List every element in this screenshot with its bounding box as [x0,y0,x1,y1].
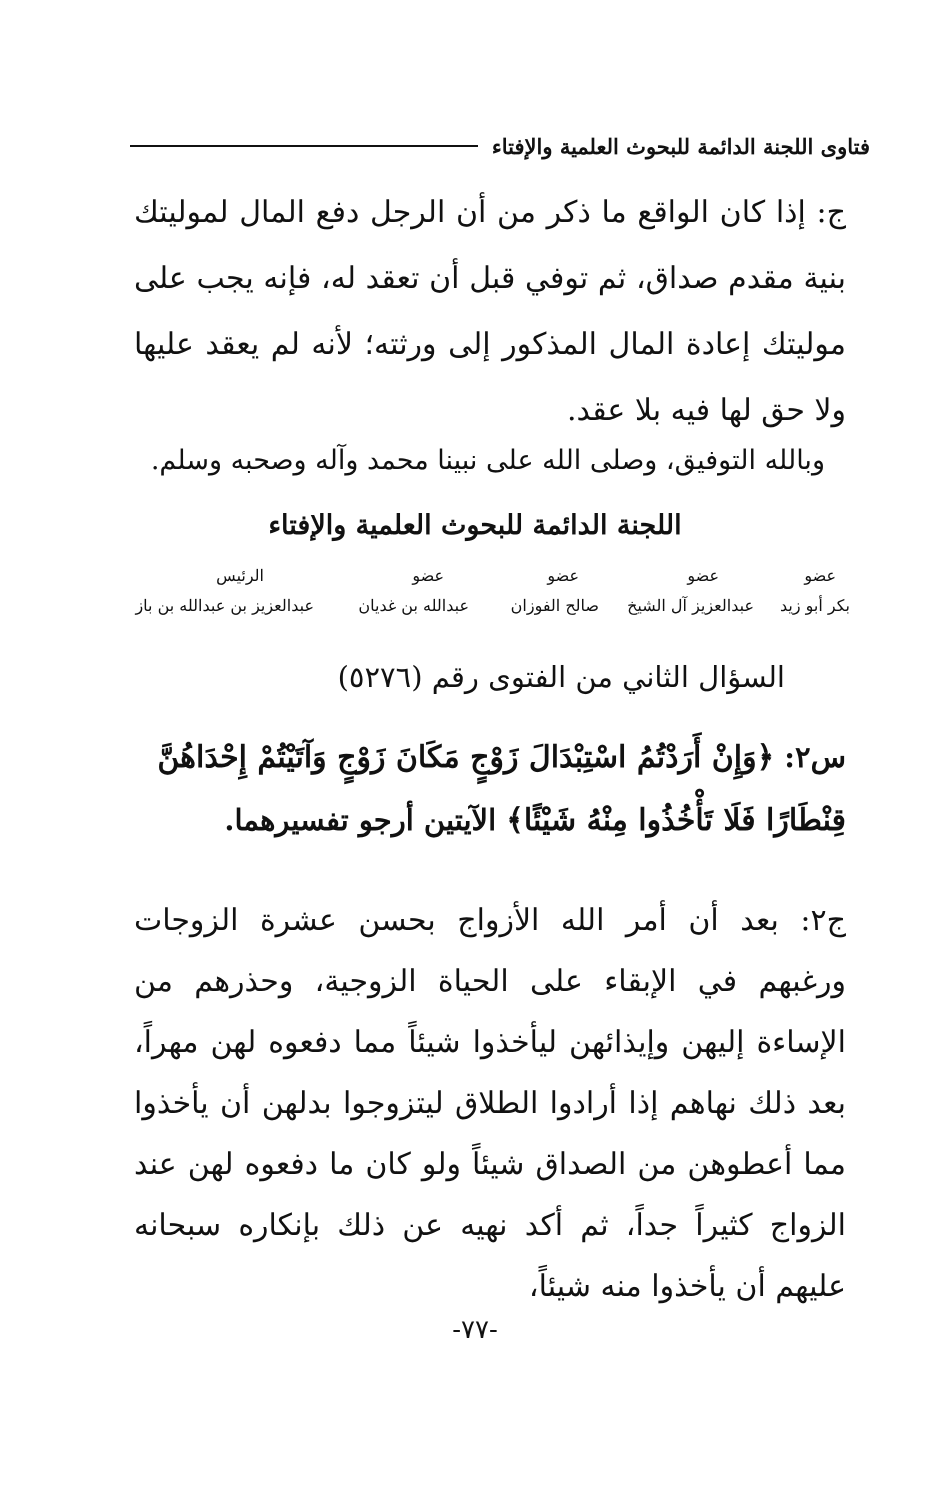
page-number: -٧٧- [452,1315,498,1345]
signatory-role: عضو [547,566,579,585]
signatory-role: عضو [687,566,719,585]
quran-verse: ﴿وَإِنْ أَرَدْتُمُ اسْتِبْدَالَ زَوْجٍ مَكَانَ زَوْجٍ وَآتَيْتُمْ إِحْدَاهُنَّ قِنْطَارًا فَلَا تَأْخُذُوا مِنْهُ شَيْئًا﴾ [157,740,846,838]
running-header [130,126,870,166]
signatory-role: عضو [412,566,444,585]
header-rule [130,145,478,147]
question-text: الآيتين أرجو تفسيرهما. [224,803,507,837]
signatory-name: عبدالعزيز آل الشيخ [627,596,754,615]
signatory-role-chairman: الرئيس [216,566,264,585]
signatory-name: صالح الفوزان [510,596,599,615]
header-title: فتاوى اللجنة الدائمة للبحوث العلمية والإفتاء [491,133,870,159]
signatory-name: عبدالعزيز بن عبدالله بن باز [135,596,314,615]
question-2-paragraph [134,726,846,852]
question-label: س٢: [774,740,846,774]
signatory-name: عبدالله بن غديان [358,596,469,615]
signatory-roles [132,566,844,588]
answer-1-paragraph: ج: إذا كان الواقع ما ذكر من أن الرجل دفع المال لموليتك بنية مقدم صداق، ثم توفي قبل أن تعقد له، فإنه يجب على موليتك إعادة المال المذكور إلى ورثته؛ لأنه لم يعقد عليها ولا حق لها فيه بلا عقد. [134,195,846,428]
signatory-role: عضو [804,566,836,585]
signatory-name: بكر أبو زيد [779,596,850,615]
closing-prayer: وبالله التوفيق، وصلى الله على نبينا محمد وآله وصحبه وسلم. [150,445,825,476]
signatory-names [132,596,850,620]
committee-name: اللجنة الدائمة للبحوث العلمية والإفتاء [268,510,682,541]
answer-2-paragraph: ج٢: بعد أن أمر الله الأزواج بحسن عشرة الزوجات ورغبهم في الإبقاء على الحياة الزوجية، وحذرهم من الإساءة إليهن وإيذائهن ليأخذوا شيئاً مما دفعوه لهن مهراً، بعد ذلك نهاهم إذا أرادوا الطلاق ليتزوجوا بدلهن أن يأخذوا مما أعطوهن من الصداق شيئاً ولو كان ما دفعوه لهن عند الزواج كثيراً جداً، ثم أكد نهيه عن ذلك بإنكاره سبحانه عليهم أن يأخذوا منه شيئاً، [134,903,846,1304]
question-2-heading: السؤال الثاني من الفتوى رقم (٥٢٧٦) [337,660,785,694]
